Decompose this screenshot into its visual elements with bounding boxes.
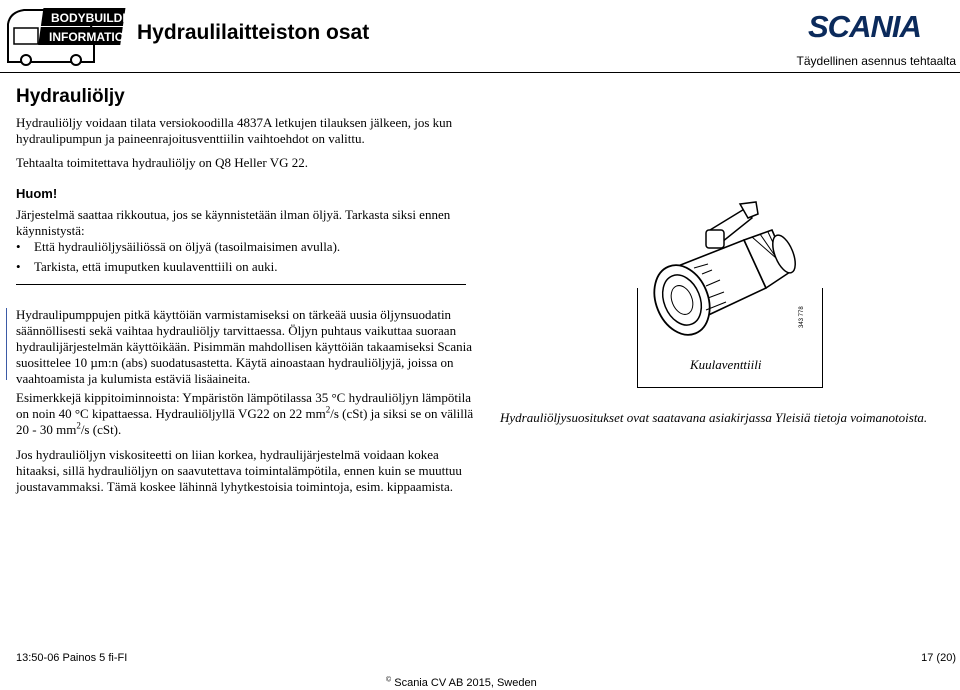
- figure-frame-bottom: [637, 387, 823, 388]
- note-text: Järjestelmä saattaa rikkoutua, jos se käynnistetään ilman öljyä. Tarkasta siksi ennen käynnistystä:: [16, 207, 451, 238]
- paragraph-filter-recommendation: Hydraulipumppujen pitkä käyttöiän varmistamiseksi on tärkeää uusia öljynsuodatin säännöllisesti sekä vaihtaa hydrauliöljy tarvittaessa. Öljyn puhtaus vaikuttaa suoraan hydraulijärjestelmän käyttöikään. Pisimmän mahdollisen käyttöiän takaamiseksi Scania suosittelee 10 µm:n (abs) suodatusastetta. Käytä ainoastaan hydrauliöljyjä, joissa on vaahtoamista ja kulumista estäviä lisäaineita.: [16, 307, 472, 386]
- note-end-rule: [16, 284, 466, 285]
- text-run: Esimerkkejä kippitoiminnoista: Ympäristön lämpötilassa 35 °C hydrauliöljyn lämpötila on noin 40 °C kipattaessa. Hydrauliöljyllä VG22 on 22 mm: [16, 390, 471, 421]
- header-divider: [0, 72, 960, 73]
- brand-text: SCANIA: [808, 9, 921, 44]
- document-subtitle: Täydellinen asennus tehtaalta: [796, 54, 956, 68]
- change-bar: [6, 308, 7, 380]
- paragraph-factory-oil: Tehtaalta toimitettava hydrauliöljy on Q8 Heller VG 22.: [16, 155, 308, 170]
- bullet-glyph: •: [16, 239, 21, 254]
- logo-text-2: INFORMATION: [49, 30, 133, 44]
- note-label: Huom!: [16, 186, 58, 201]
- figure-caption: Kuulaventtiili: [690, 357, 762, 372]
- scania-logo: [808, 10, 958, 42]
- paragraph-order-info: Hydrauliöljy voidaan tilata versiokoodilla 4837A letkujen tilauksen jälkeen, jos kun hydraulipumpun ja paineenrajoitusventtiilin vaihtoehdot on valittu.: [16, 115, 453, 146]
- footer-copyright: [386, 677, 537, 689]
- figure-frame-left: [637, 288, 638, 388]
- bullet-text: Että hydrauliöljysäiliössä on öljyä (tasoilmaisimen avulla).: [34, 239, 341, 254]
- bodybuilding-information-logo: [4, 4, 144, 66]
- right-column-note: Hydrauliöljysuositukset ovat saatavana asiakirjassa Yleisiä tietoja voimanotoista.: [500, 410, 928, 425]
- figure-id: 343 778: [799, 306, 805, 328]
- paragraph-viscosity: Jos hydrauliöljyn viskositeetti on liian korkea, hydraulijärjestelmä voidaan kokea hitaaksi, sillä hydrauliöljyn on saavutettava toimintalämpötila, ennen kuin se muuttuu joustavammaksi. Tämä koskee lähinnä lyhytkestoisia toimintoja, esim. kippaamista.: [16, 447, 462, 494]
- bullet-glyph: •: [16, 259, 21, 274]
- ball-valve-illustration: [648, 196, 808, 366]
- text-run: /s (cSt) ja siksi se on välillä 20 - 30 mm: [16, 406, 474, 437]
- paragraph-tipping-example: [16, 390, 476, 438]
- footer-page-number: 17 (20): [921, 652, 956, 664]
- copyright-text: Scania CV AB 2015, Sweden: [394, 677, 537, 689]
- copyright-symbol: ©: [386, 676, 392, 684]
- logo-text-1: BODYBUILDING: [51, 11, 144, 25]
- bullet-text: Tarkista, että imuputken kuulaventtiili on auki.: [34, 259, 278, 274]
- document-title: Hydraulilaitteiston osat: [137, 21, 370, 44]
- text-run: /s (cSt).: [80, 422, 122, 437]
- superscript: 2: [325, 404, 331, 415]
- footer-document-id: 13:50-06 Painos 5 fi-FI: [16, 652, 128, 664]
- section-title: Hydrauliöljy: [16, 86, 125, 107]
- figure-frame-right: [822, 288, 823, 388]
- superscript: 2: [76, 420, 81, 431]
